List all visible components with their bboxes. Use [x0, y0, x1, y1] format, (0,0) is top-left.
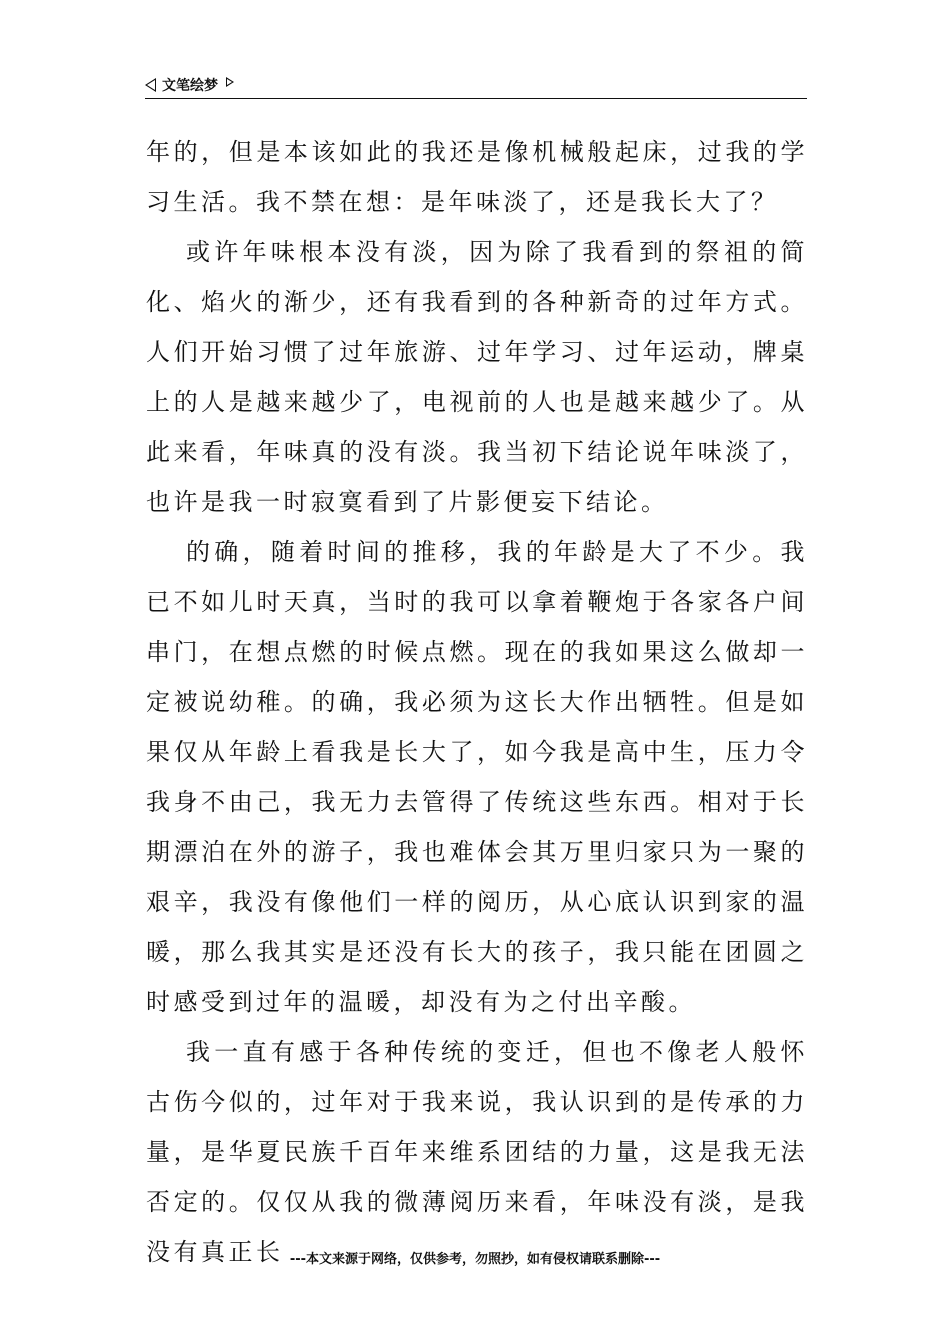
header-divider: [145, 98, 807, 99]
document-body: [146, 127, 808, 1277]
paragraph: 的确，随着时间的推移，我的年龄是大了不少。我已不如儿时天真，当时的我可以拿着鞭炮于各家各户间串门，在想点燃的时候点燃。现在的我如果这么做却一定被说幼稚。的确，我必须为这长大作出牺牲。但是如果仅从年龄上看我是长大了，如今我是高中生，压力令我身不由己，我无力去管得了传统这些东西。相对于长期漂泊在外的游子，我也难体会其万里归家只为一聚的艰辛，我没有像他们一样的阅历，从心底认识到家的温暖，那么我其实是还没有长大的孩子，我只能在团圆之时感受到过年的温暖，却没有为之付出辛酸。: [146, 538, 808, 1016]
right-triangle-icon: [226, 77, 234, 87]
footer-notice: ---本文来源于网络，仅供参考，勿照抄，如有侵权请联系删除---: [289, 1252, 661, 1267]
left-triangle-icon: [145, 78, 156, 92]
page-header: [145, 72, 807, 98]
header-title: 文笔绘梦: [162, 78, 218, 94]
paragraph: 年的，但是本该如此的我还是像机械般起床，过我的学习生活。我不禁在想：是年味淡了，还是我长大了？: [146, 138, 808, 216]
paragraph: 或许年味根本没有淡，因为除了我看到的祭祖的简化、焰火的渐少，还有我看到的各种新奇的过年方式。人们开始习惯了过年旅游、过年学习、过年运动，牌桌上的人是越来越少了，电视前的人也是越来越少了。从此来看，年味真的没有淡。我当初下结论说年味淡了，也许是我一时寂寞看到了片影便妄下结论。: [146, 238, 808, 516]
paragraph: 我一直有感于各种传统的变迁，但也不像老人般怀古伤今似的，过年对于我来说，我认识到的是传承的力量，是华夏民族千百年来维系团结的力量，这是我无法否定的。仅仅从我的微薄阅历来看，年味没有淡，是我没有真正长: [146, 1038, 808, 1266]
